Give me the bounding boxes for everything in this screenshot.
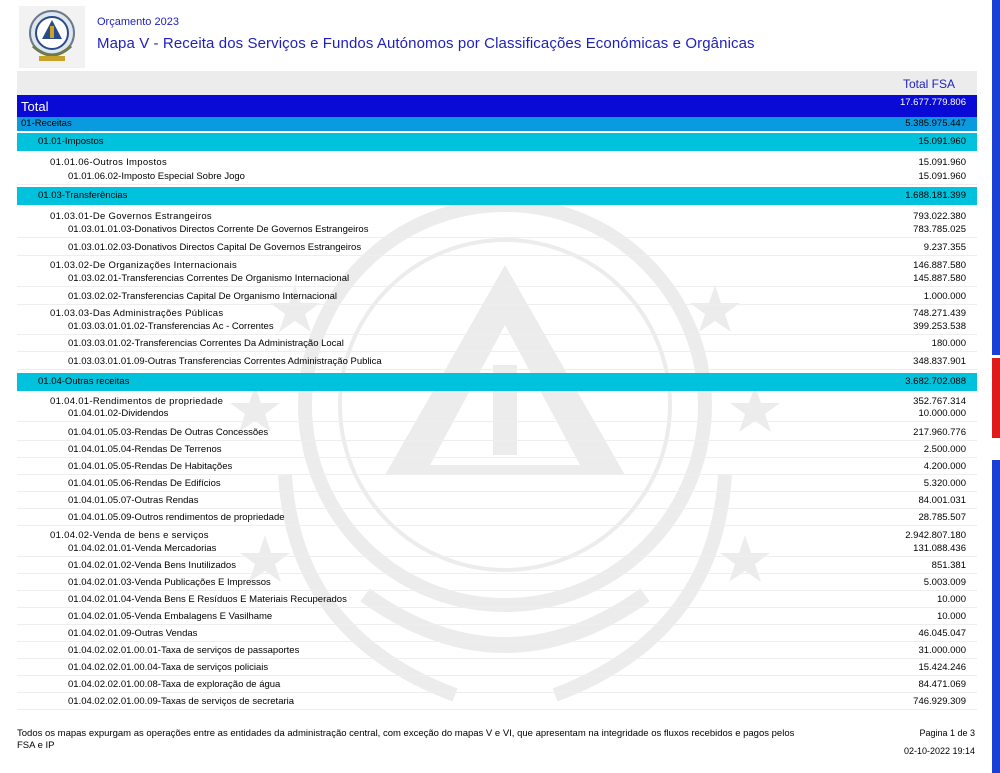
row-label: 01.03.01.01.03-Donativos Directos Corrente De Governos Estrangeiros	[68, 224, 369, 235]
row-detail	[17, 224, 977, 238]
row-label: 01.04.01.02-Dividendos	[68, 408, 169, 419]
row-value: 399.253.538	[913, 321, 966, 332]
row-value: 145.887.580	[913, 273, 966, 284]
row-label: 01.03-Transferências	[38, 190, 128, 201]
row-label: Total	[21, 99, 49, 114]
row-label: 01.04.01.05.06-Rendas De Edifícios	[68, 478, 221, 489]
row-detail	[17, 478, 977, 492]
row-value: 748.271.439	[913, 308, 966, 319]
row-detail	[17, 543, 977, 557]
row-value: 146.887.580	[913, 260, 966, 271]
row-value: 15.424.246	[918, 662, 966, 673]
row-detail	[17, 242, 977, 256]
page-number: Pagina 1 de 3	[919, 728, 975, 738]
row-value: 352.767.314	[913, 396, 966, 407]
map-title: Mapa V - Receita dos Serviços e Fundos Autónomos por Classificações Económicas e Orgânicas	[97, 35, 755, 52]
row-total	[17, 95, 977, 117]
row-detail	[17, 696, 977, 710]
row-label: 01.03.02.02-Transferencias Capital De Organismo Internacional	[68, 291, 337, 302]
row-label: 01-Receitas	[21, 118, 72, 129]
row-label: 01.01-Impostos	[38, 136, 104, 147]
row-detail	[17, 356, 977, 370]
row-label: 01.04.02.01.02-Venda Bens Inutilizados	[68, 560, 236, 571]
row-value: 3.682.702.088	[905, 376, 966, 387]
row-value: 5.320.000	[923, 478, 966, 489]
row-detail	[17, 427, 977, 441]
edge-marker-blue	[992, 0, 1000, 355]
print-datetime: 02-10-2022 19:14	[903, 746, 975, 756]
row-label: 01.03.03.01.01.09-Outras Transferencias Correntes Administração Publica	[68, 356, 382, 367]
row-detail	[17, 461, 977, 475]
row-detail	[17, 577, 977, 591]
row-value: 348.837.901	[913, 356, 966, 367]
row-label: 01.04.02.02.01.00.09-Taxas de serviços de secretaria	[68, 696, 295, 707]
row-detail	[17, 594, 977, 608]
row-detail	[17, 645, 977, 659]
row-value: 15.091.960	[918, 157, 966, 168]
row-label: 01.03.02-De Organizações Internacionais	[50, 260, 238, 271]
row-detail	[17, 560, 977, 574]
row-detail	[17, 495, 977, 509]
row-detail	[17, 171, 977, 185]
row-detail	[17, 291, 977, 305]
row-detail	[17, 444, 977, 458]
row-label: 01.03.03.01.02-Transferencias Correntes Da Administração Local	[68, 338, 344, 349]
row-value: 10.000	[936, 611, 966, 622]
row-value: 2.500.000	[923, 444, 966, 455]
row-value: 84.471.069	[918, 679, 966, 690]
edge-marker-blue	[992, 460, 1000, 773]
row-value: 28.785.507	[918, 512, 966, 523]
edge-marker-red	[992, 358, 1000, 438]
row-label: 01.04.02.02.01.00.04-Taxa de serviços policiais	[68, 662, 269, 673]
row-level2	[17, 187, 977, 205]
row-value: 1.688.181.399	[905, 190, 966, 201]
row-value: 851.381	[931, 560, 966, 571]
row-value: 46.045.047	[918, 628, 966, 639]
row-label: 01.03.03-Das Administrações Públicas	[50, 308, 224, 319]
row-value: 1.000.000	[923, 291, 966, 302]
row-label: 01.04.02.01.09-Outras Vendas	[68, 628, 198, 639]
row-value: 31.000.000	[918, 645, 966, 656]
row-label: 01.04.01.05.04-Rendas De Terrenos	[68, 444, 222, 455]
column-header-total-fsa: Total FSA	[902, 77, 955, 91]
row-detail	[17, 679, 977, 693]
row-value: 180.000	[931, 338, 966, 349]
row-detail	[17, 628, 977, 642]
row-label: 01.04.02.01.03-Venda Publicações E Impressos	[68, 577, 271, 588]
row-detail	[17, 321, 977, 335]
row-label: 01.04.02.01.05-Venda Embalagens E Vasilhame	[68, 611, 273, 622]
row-label: 01.03.02.01-Transferencias Correntes De Organismo Internacional	[68, 273, 350, 284]
row-label: 01.04.01-Rendimentos de propriedade	[50, 396, 224, 407]
row-value: 17.677.779.806	[899, 97, 966, 108]
row-value: 15.091.960	[918, 171, 966, 182]
row-value: 15.091.960	[918, 136, 966, 147]
row-label: 01.04.01.05.09-Outros rendimentos de propriedade	[68, 512, 285, 523]
row-label: 01.04.02.02.01.00.08-Taxa de exploração de água	[68, 679, 281, 690]
row-level1	[17, 117, 977, 131]
row-level2	[17, 373, 977, 391]
row-level2	[17, 133, 977, 151]
budget-year-title: Orçamento 2023	[97, 16, 179, 28]
row-label: 01.03.01.02.03-Donativos Directos Capital De Governos Estrangeiros	[68, 242, 362, 253]
row-detail	[17, 512, 977, 526]
row-detail	[17, 408, 977, 422]
row-label: 01.01.06-Outros Impostos	[50, 157, 168, 168]
row-value: 783.785.025	[913, 224, 966, 235]
row-label: 01.03.03.01.01.02-Transferencias Ac - Correntes	[68, 321, 274, 332]
row-label: 01.04.02-Venda de bens e serviços	[50, 530, 209, 541]
row-label: 01.04.02.01.01-Venda Mercadorias	[68, 543, 217, 554]
row-detail	[17, 338, 977, 352]
row-label: 01.04-Outras receitas	[38, 376, 130, 387]
row-value: 5.385.975.447	[905, 118, 966, 129]
row-detail	[17, 273, 977, 287]
row-detail	[17, 611, 977, 625]
row-detail	[17, 662, 977, 676]
row-value: 4.200.000	[923, 461, 966, 472]
row-label: 01.04.01.05.05-Rendas De Habitações	[68, 461, 233, 472]
row-value: 10.000	[936, 594, 966, 605]
row-label: 01.04.02.01.04-Venda Bens E Resíduos E Materiais Recuperados	[68, 594, 347, 605]
row-value: 5.003.009	[923, 577, 966, 588]
row-label: 01.03.01-De Governos Estrangeiros	[50, 211, 212, 222]
coat-of-arms-logo	[19, 6, 85, 68]
footer-note: Todos os mapas expurgam as operações entre as entidades da administração central, com exceção do mapas V e VI, que apresentam na integridade os fluxos recebidos e pagos pelos FSA e IP	[17, 728, 795, 751]
row-value: 84.001.031	[918, 495, 966, 506]
row-value: 793.022.380	[913, 211, 966, 222]
row-label: 01.04.01.05.03-Rendas De Outras Concessões	[68, 427, 269, 438]
row-value: 2.942.807.180	[905, 530, 966, 541]
row-value: 10.000.000	[918, 408, 966, 419]
row-value: 9.237.355	[923, 242, 966, 253]
row-value: 746.929.309	[913, 696, 966, 707]
row-value: 217.960.776	[913, 427, 966, 438]
row-label: 01.04.02.02.01.00.01-Taxa de serviços de passaportes	[68, 645, 300, 656]
row-label: 01.04.01.05.07-Outras Rendas	[68, 495, 199, 506]
row-value: 131.088.436	[913, 543, 966, 554]
row-label: 01.01.06.02-Imposto Especial Sobre Jogo	[68, 171, 245, 182]
column-header-bar	[17, 71, 977, 95]
